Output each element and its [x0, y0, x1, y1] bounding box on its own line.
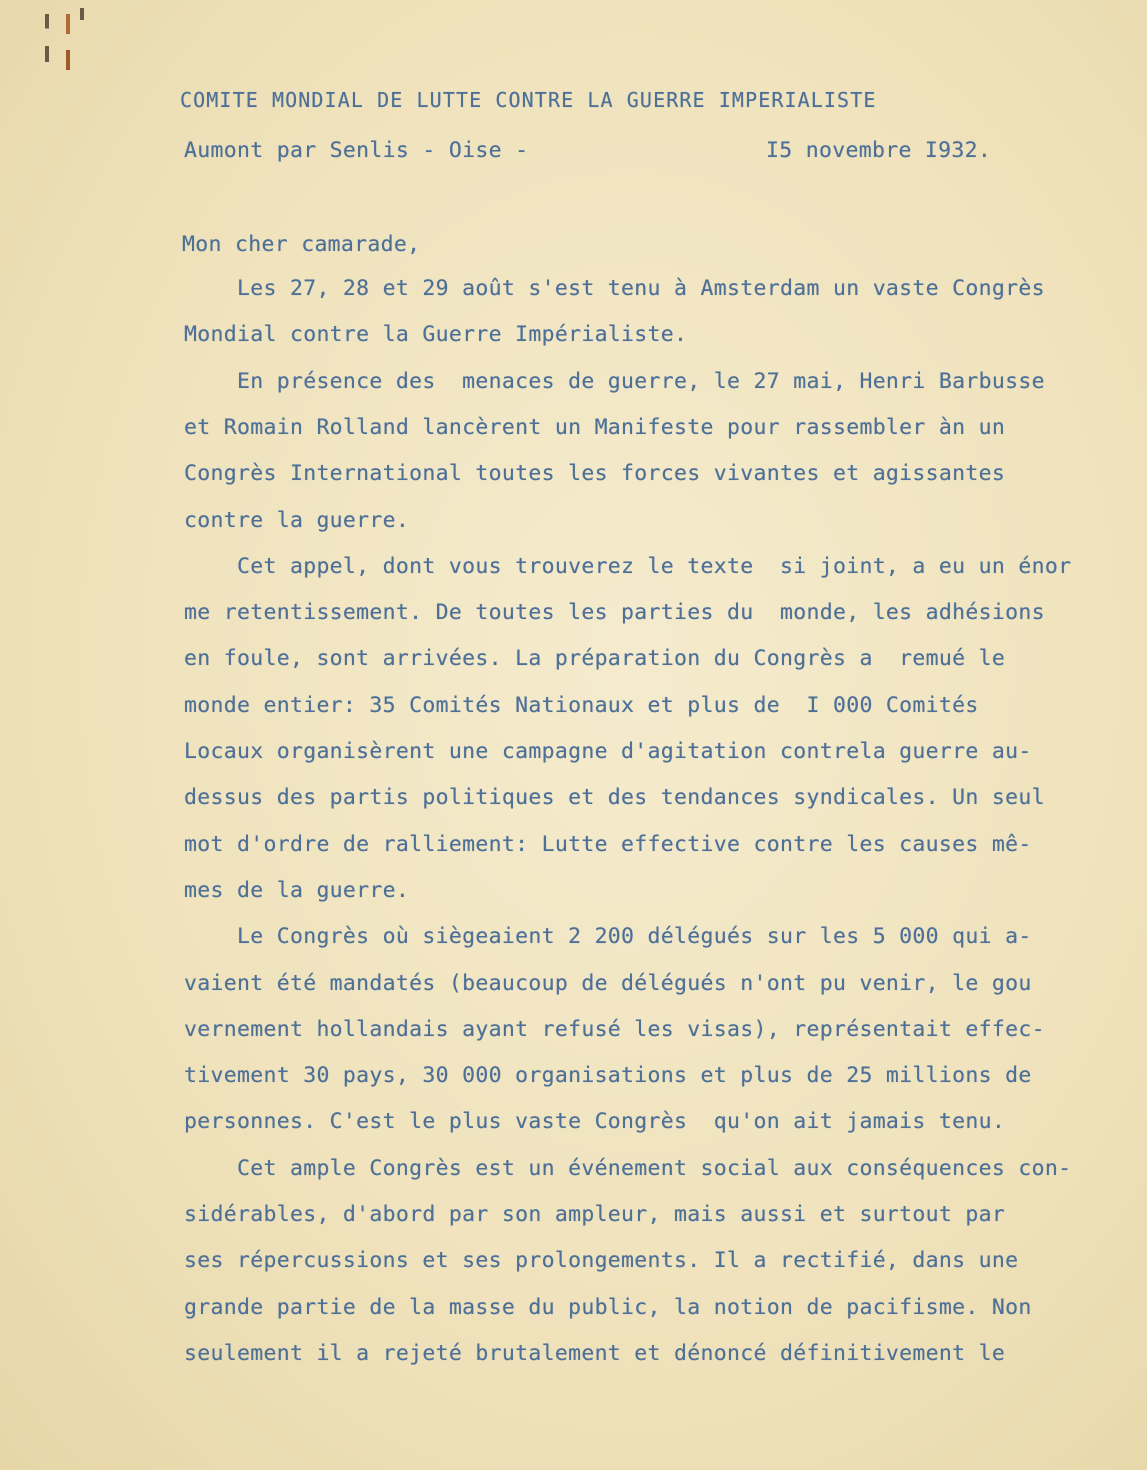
- body-line: Le Congrès où siègeaient 2 200 délégués sur les 5 000 qui a-: [184, 924, 1032, 950]
- body-line: me retentissement. De toutes les parties du monde, les adhésions: [184, 600, 1045, 626]
- body-line: Cet ample Congrès est un événement social aux conséquences con-: [184, 1155, 1072, 1181]
- letter-date: I5 novembre I932.: [766, 138, 992, 163]
- body-line: mot d'ordre de ralliement: Lutte effective contre les causes mê-: [184, 831, 1032, 857]
- letterhead-title: COMITE MONDIAL DE LUTTE CONTRE LA GUERRE IMPERIALISTE: [180, 88, 877, 112]
- body-line: personnes. C'est le plus vaste Congrès qu'on ait jamais tenu.: [184, 1109, 1006, 1135]
- body-line: contre la guerre.: [184, 507, 410, 533]
- body-line: et Romain Rolland lancèrent un Manifeste pour rassembler àn un: [184, 414, 1006, 440]
- body-line: Cet appel, dont vous trouverez le texte si joint, a eu un énor: [184, 553, 1072, 579]
- staple-mark: [45, 14, 49, 94]
- body-line: ses répercussions et ses prolongements. Il a rectifié, dans une: [184, 1248, 1019, 1274]
- body-line: Congrès International toutes les forces vivantes et agissantes: [184, 461, 1006, 487]
- body-line: En présence des menaces de guerre, le 27 mai, Henri Barbusse: [184, 368, 1045, 394]
- body-line: sidérables, d'abord par son ampleur, mais aussi et surtout par: [184, 1202, 1006, 1227]
- body-line: Les 27, 28 et 29 août s'est tenu à Amsterdam un vaste Congrès: [184, 276, 1045, 301]
- body-line: dessus des partis politiques et des tendances syndicales. Un seul: [184, 785, 1045, 811]
- body-line: vaient été mandatés (beaucoup de délégués n'ont pu venir, le gou: [184, 970, 1032, 996]
- rust-mark: [66, 14, 70, 94]
- body-line: en foule, sont arrivées. La préparation du Congrès a remué le: [184, 646, 1006, 672]
- body-line: vernement hollandais ayant refusé les visas), représentait effec-: [184, 1016, 1045, 1042]
- body-line: mes de la guerre.: [184, 877, 410, 903]
- body-line: tivement 30 pays, 30 000 organisations et plus de 25 millions de: [184, 1063, 1032, 1089]
- salutation: Mon cher camarade,: [182, 232, 421, 257]
- pin-mark: [80, 8, 84, 38]
- body-line: seulement il a rejeté brutalement et dénoncé définitivement le: [184, 1340, 1006, 1366]
- letterhead-place: Aumont par Senlis - Oise -: [184, 138, 529, 163]
- body-line: monde entier: 35 Comités Nationaux et plus de I 000 Comités: [184, 692, 979, 718]
- body-line: grande partie de la masse du public, la notion de pacifisme. Non: [184, 1294, 1032, 1320]
- body-line: Locaux organisèrent une campagne d'agitation contrela guerre au-: [184, 739, 1032, 764]
- body-line: Mondial contre la Guerre Impérialiste.: [184, 322, 688, 348]
